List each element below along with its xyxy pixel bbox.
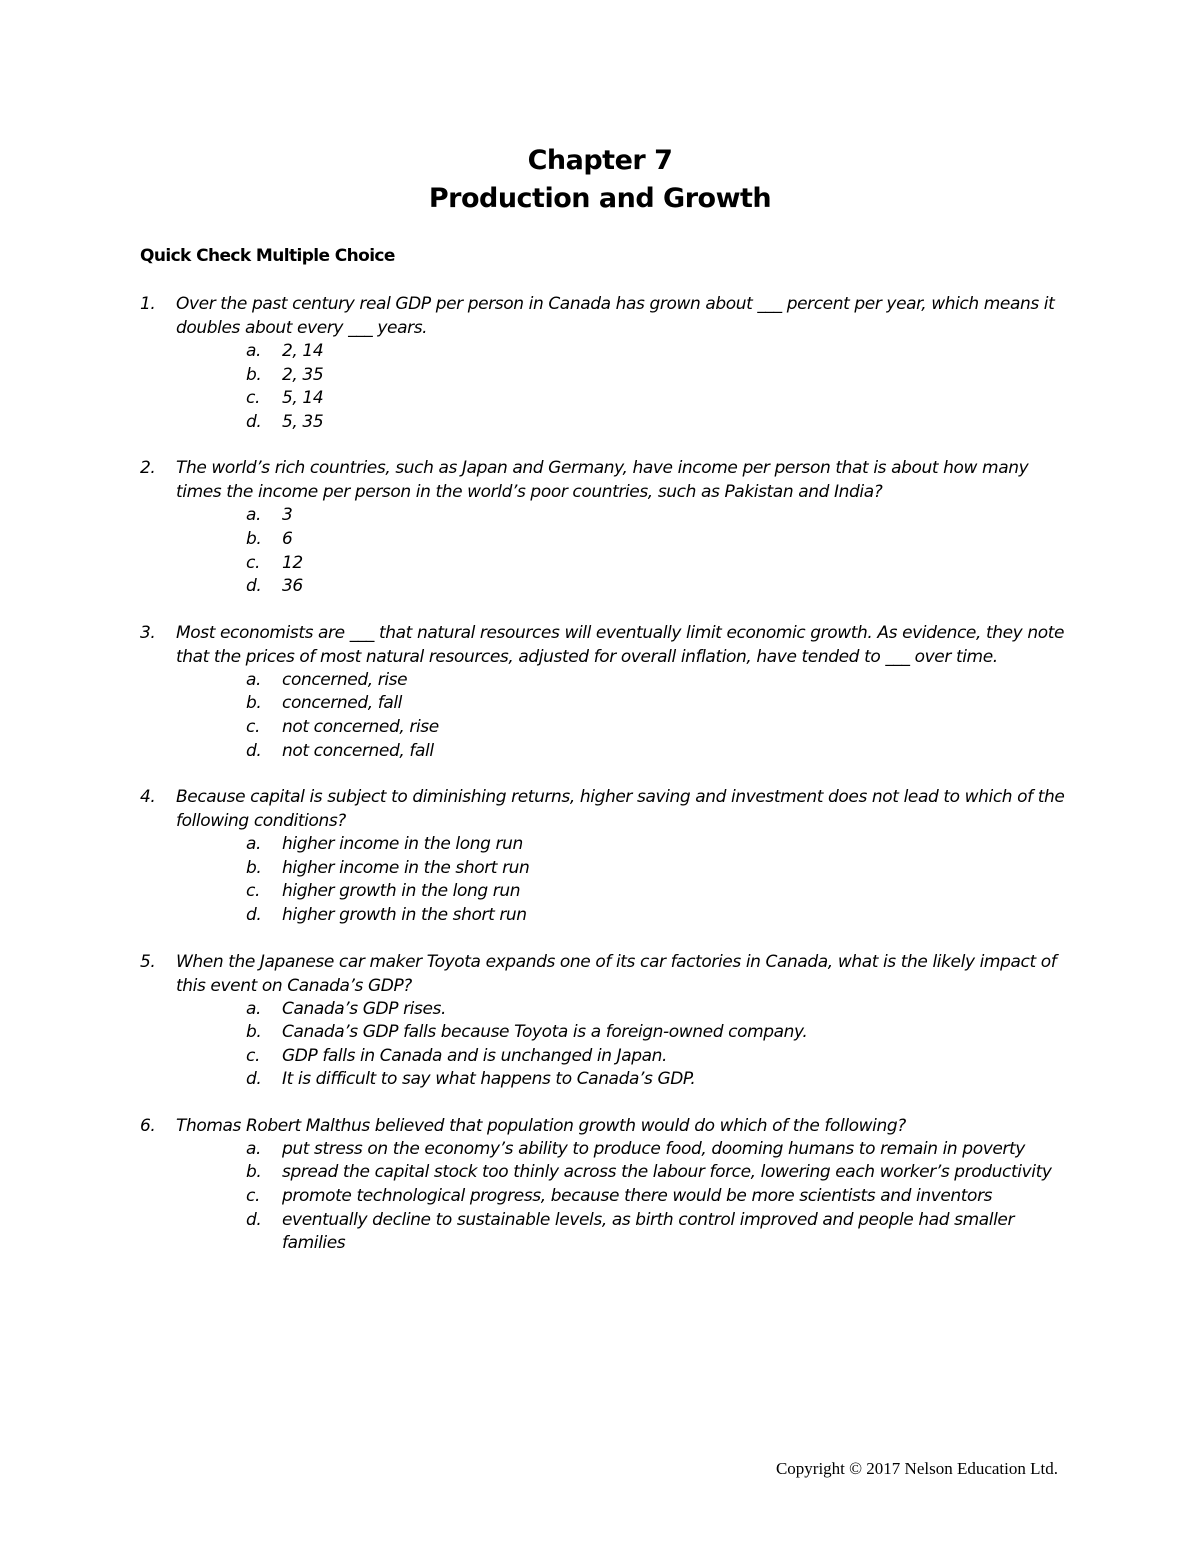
option-text: promote technological progress, because there would be more scientists and inventors xyxy=(282,1186,993,1207)
option-text: 6 xyxy=(282,528,293,549)
title-block xyxy=(0,142,1200,218)
option-c xyxy=(140,1185,1070,1209)
option-a xyxy=(140,998,1070,1022)
section-heading: Quick Check Multiple Choice xyxy=(140,246,395,266)
option-text: 5, 14 xyxy=(282,388,324,409)
option-text: spread the capital stock too thinly across the labour force, lowering each worker’s productivity xyxy=(282,1162,1052,1183)
option-letter: d. xyxy=(246,411,262,432)
question-number: 3. xyxy=(140,622,156,643)
option-text: 3 xyxy=(282,505,293,526)
option-a xyxy=(140,833,1070,857)
question-6 xyxy=(140,1114,1070,1256)
option-text: 12 xyxy=(282,552,303,573)
option-letter: c. xyxy=(246,881,260,902)
option-text: 5, 35 xyxy=(282,411,324,432)
option-letter: c. xyxy=(246,1186,260,1207)
option-a xyxy=(140,504,1070,528)
option-b xyxy=(140,692,1070,716)
copyright-footer: Copyright © 2017 Nelson Education Ltd. xyxy=(775,1459,1058,1478)
option-c xyxy=(140,387,1070,411)
question-text: Thomas Robert Malthus believed that population growth would do which of the following? xyxy=(176,1115,906,1136)
option-letter: b. xyxy=(246,693,262,714)
option-c xyxy=(140,716,1070,740)
option-letter: a. xyxy=(246,341,262,361)
chapter-title: Production and Growth xyxy=(428,183,772,214)
option-letter: a. xyxy=(246,834,262,855)
option-letter: c. xyxy=(246,388,260,409)
option-letter: d. xyxy=(246,1209,262,1230)
option-letter: d. xyxy=(246,576,262,597)
option-text: eventually decline to sustainable levels, as birth control improved and people had smaller families xyxy=(282,1209,1015,1254)
option-letter: b. xyxy=(246,857,262,878)
option-list xyxy=(140,504,1070,598)
option-text: 2, 14 xyxy=(282,341,324,361)
question-1 xyxy=(140,292,1070,434)
option-letter: d. xyxy=(246,740,262,761)
option-letter: d. xyxy=(246,904,262,925)
question-number: 5. xyxy=(140,951,156,972)
option-text: put stress on the economy’s ability to produce food, dooming humans to remain in poverty xyxy=(282,1138,1025,1159)
option-text: GDP falls in Canada and is unchanged in Japan. xyxy=(282,1045,668,1066)
option-text: concerned, rise xyxy=(282,669,408,690)
question-2 xyxy=(140,456,1070,598)
option-letter: b. xyxy=(246,1022,262,1043)
option-text: higher income in the short run xyxy=(282,857,530,878)
question-text: The world’s rich countries, such as Japan and Germany, have income per person that is about how many times the income per person in the world’s poor countries, such as Pakistan and India? xyxy=(176,458,1029,503)
option-c xyxy=(140,1045,1070,1069)
option-d xyxy=(140,1209,1070,1256)
option-letter: c. xyxy=(246,1045,260,1066)
option-text: higher growth in the short run xyxy=(282,904,527,925)
question-5 xyxy=(140,950,1070,1092)
option-b xyxy=(140,1161,1070,1185)
option-letter: d. xyxy=(246,1069,262,1090)
option-text: It is difficult to say what happens to Canada’s GDP. xyxy=(282,1069,696,1090)
option-d xyxy=(140,411,1070,435)
option-b xyxy=(140,528,1070,552)
option-a xyxy=(140,1138,1070,1162)
question-3 xyxy=(140,621,1070,763)
option-text: 2, 35 xyxy=(282,364,324,385)
option-list xyxy=(140,998,1070,1092)
question-number: 6. xyxy=(140,1115,156,1136)
question-number: 4. xyxy=(140,787,156,808)
option-list xyxy=(140,340,1070,434)
option-d xyxy=(140,575,1070,599)
option-letter: b. xyxy=(246,1162,262,1183)
option-letter: b. xyxy=(246,364,262,385)
question-text: Because capital is subject to diminishing returns, higher saving and investment does not lead to which of the following conditions? xyxy=(176,787,1065,832)
option-text: not concerned, rise xyxy=(282,716,439,737)
option-text: not concerned, fall xyxy=(282,740,434,761)
option-d xyxy=(140,1068,1070,1092)
option-b xyxy=(140,1021,1070,1045)
option-d xyxy=(140,740,1070,764)
option-b xyxy=(140,364,1070,388)
option-list xyxy=(140,1138,1070,1256)
question-text: When the Japanese car maker Toyota expands one of its car factories in Canada, what is the likely impact of this event on Canada’s GDP? xyxy=(176,951,1057,996)
question-list xyxy=(140,292,1070,1278)
option-b xyxy=(140,857,1070,881)
option-letter: c. xyxy=(246,552,260,573)
option-list xyxy=(140,833,1070,927)
question-text: Over the past century real GDP per person in Canada has grown about ___ percent per year, which means it doubles about every ___ years. xyxy=(176,294,1055,338)
option-text: higher income in the long run xyxy=(282,834,523,855)
option-text: concerned, fall xyxy=(282,693,402,714)
option-list xyxy=(140,669,1070,763)
option-text: 36 xyxy=(282,576,303,597)
chapter-number: Chapter 7 xyxy=(527,145,673,176)
option-letter: a. xyxy=(246,1138,262,1159)
option-c xyxy=(140,880,1070,904)
option-text: Canada’s GDP rises. xyxy=(282,998,446,1019)
option-text: Canada’s GDP falls because Toyota is a foreign-owned company. xyxy=(282,1022,808,1043)
option-d xyxy=(140,904,1070,928)
option-a xyxy=(140,669,1070,693)
question-number: 1. xyxy=(140,294,156,314)
option-text: higher growth in the long run xyxy=(282,881,521,902)
option-c xyxy=(140,552,1070,576)
option-letter: a. xyxy=(246,505,262,526)
question-text: Most economists are ___ that natural resources will eventually limit economic growth. As evidence, they note that the prices of most natural resources, adjusted for overall inflation, have tended to ___ over time. xyxy=(176,622,1065,667)
option-a xyxy=(140,340,1070,364)
option-letter: b. xyxy=(246,528,262,549)
question-number: 2. xyxy=(140,458,156,479)
option-letter: a. xyxy=(246,998,262,1019)
question-4 xyxy=(140,785,1070,927)
option-letter: c. xyxy=(246,716,260,737)
option-letter: a. xyxy=(246,669,262,690)
